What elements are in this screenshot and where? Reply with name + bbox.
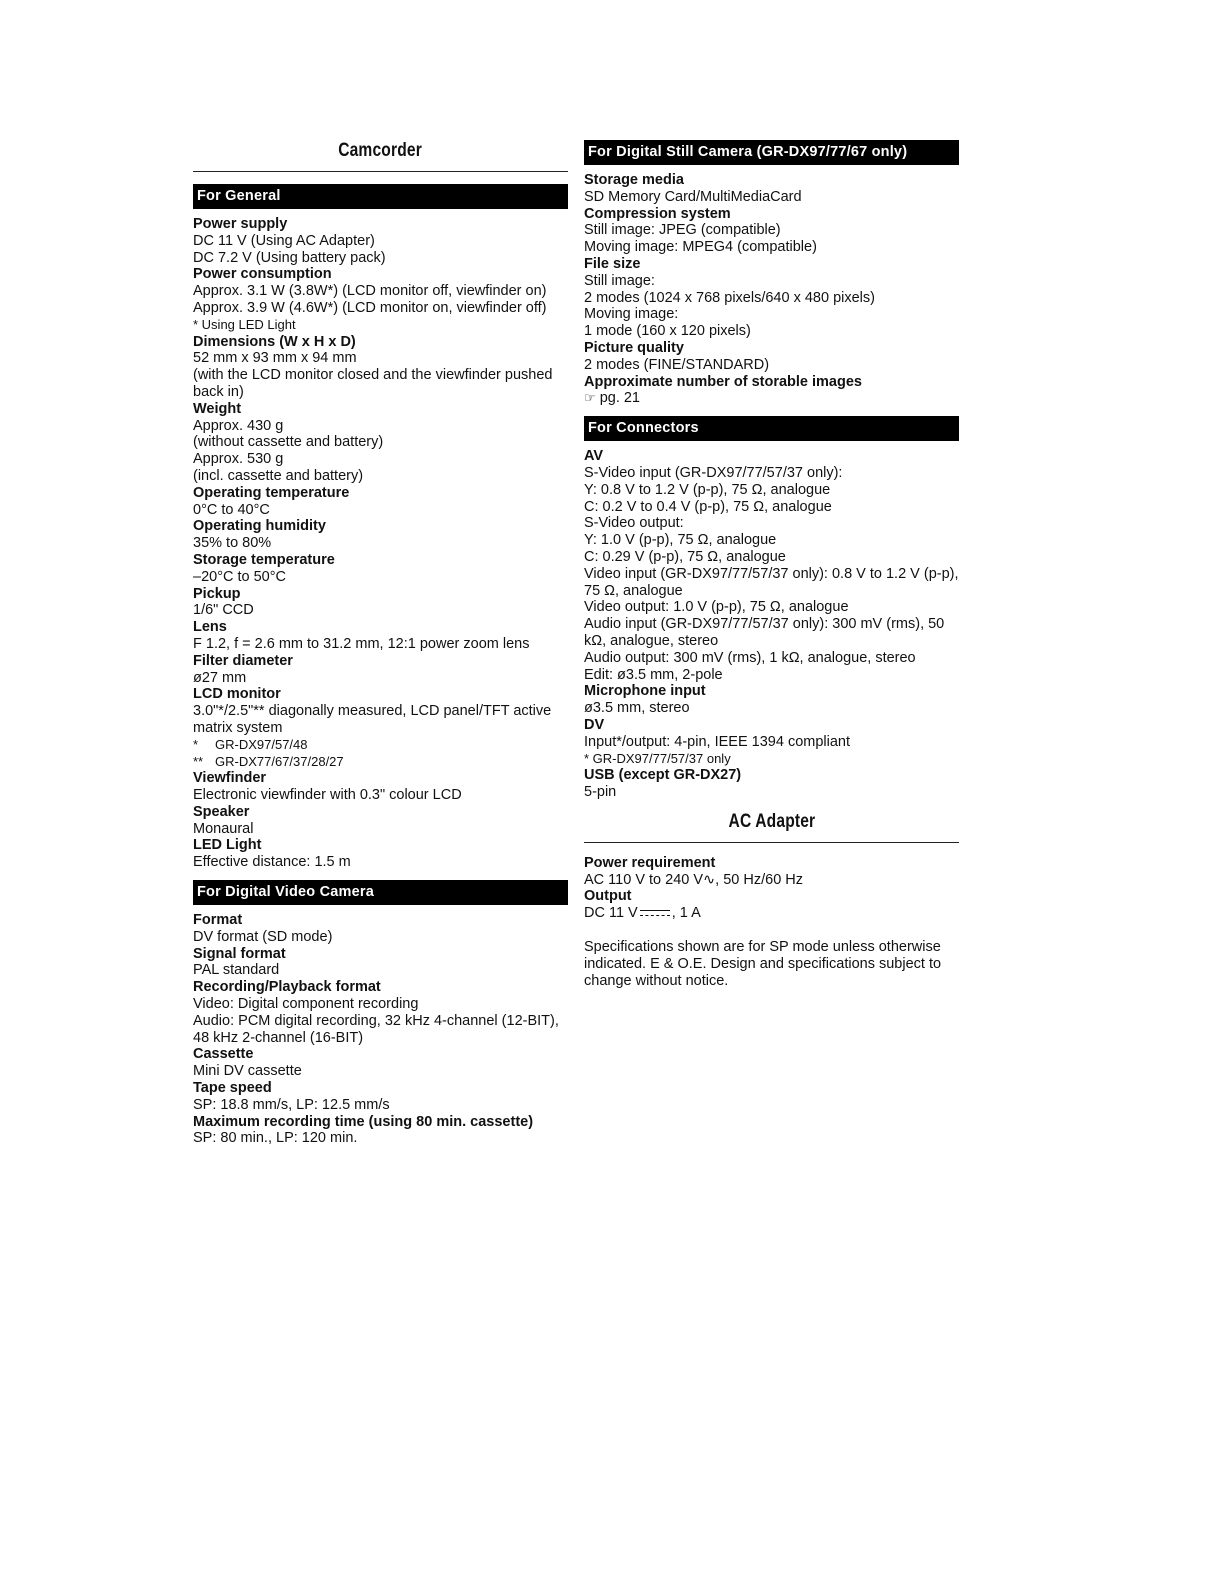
spec-term: Microphone input [584, 683, 706, 700]
spec-value: Y: 1.0 V (p-p), 75 Ω, analogue [584, 532, 777, 549]
spec-term: Weight [193, 400, 242, 417]
spec-value: Moving image: [584, 306, 679, 323]
spec-picture-quality [584, 340, 959, 374]
spec-pickup [193, 586, 568, 620]
spec-operating-temperature [193, 485, 568, 519]
spec-term: Cassette [193, 1046, 254, 1063]
spec-value: SD Memory Card/MultiMediaCard [584, 188, 802, 205]
section-bar-digital-still: For Digital Still Camera (GR-DX97/77/67 only) [584, 140, 959, 165]
spec-value: ø3.5 mm, stereo [584, 700, 690, 717]
spec-cassette [193, 1046, 568, 1080]
spec-value: 1/6" CCD [193, 602, 254, 619]
spec-usb [584, 767, 959, 801]
spec-recording-playback-format [193, 979, 568, 1046]
spec-filter-diameter [193, 653, 568, 687]
footnote-mark: * [193, 736, 199, 752]
spec-value: Approx. 3.9 W (4.6W*) (LCD monitor on, viewfinder off) [193, 299, 547, 316]
ac-adapter-heading [584, 807, 959, 843]
page-reference-hand-icon: ☞ [584, 390, 596, 406]
spec-value: DC 7.2 V (Using battery pack) [193, 249, 386, 266]
spec-value [584, 390, 959, 407]
spec-value: 0°C to 40°C [193, 501, 270, 518]
spec-value: –20°C to 50°C [193, 568, 287, 585]
spec-term: Operating humidity [193, 518, 326, 535]
spec-term: Power consumption [193, 266, 332, 283]
spec-lcd-monitor [193, 686, 568, 770]
section-bar-general: For General [193, 184, 568, 209]
spec-term: Power supply [193, 216, 288, 232]
spec-note: * Using LED Light [193, 316, 296, 332]
camcorder-title: Camcorder [338, 140, 423, 161]
spec-value: S-Video output: [584, 515, 684, 532]
spec-operating-humidity [193, 518, 568, 552]
footnote-mark: ** [193, 753, 204, 769]
spec-value: 52 mm x 93 mm x 94 mm [193, 350, 357, 367]
spec-term: Viewfinder [193, 770, 267, 787]
spec-storage-media [584, 172, 959, 206]
specs-disclaimer: Specifications shown are for SP mode unless otherwise indicated. E & O.E. Design and specifications subject to change without notice. [584, 939, 942, 989]
spec-term: Output [584, 888, 632, 905]
spec-value: 5-pin [584, 784, 617, 801]
section-bar-digital-video: For Digital Video Camera [193, 880, 568, 905]
spec-format [193, 912, 568, 946]
spec-footnote [193, 737, 568, 754]
spec-term: Lens [193, 619, 227, 636]
spec-value: (incl. cassette and battery) [193, 467, 364, 484]
spec-lens [193, 619, 568, 653]
spec-term: Pickup [193, 585, 241, 602]
spec-term: Storage media [584, 172, 684, 188]
ac-adapter-title: AC Adapter [728, 810, 815, 832]
spec-value: AC 110 V to 240 V∿, 50 Hz/60 Hz [584, 871, 804, 888]
spec-dimensions [193, 334, 568, 401]
spec-speaker [193, 804, 568, 838]
spec-term: Maximum recording time (using 80 min. cassette) [193, 1113, 534, 1130]
dc-symbol-icon [640, 909, 670, 918]
spec-value: Still image: JPEG (compatible) [584, 222, 781, 239]
camcorder-heading [193, 136, 568, 172]
spec-term: USB (except GR-DX27) [584, 767, 742, 784]
spec-term: Picture quality [584, 339, 684, 356]
spec-value: C: 0.29 V (p-p), 75 Ω, analogue [584, 548, 786, 565]
spec-power-supply [193, 216, 568, 266]
spec-term: AV [584, 448, 604, 465]
spec-value [584, 905, 959, 922]
spec-term: Format [193, 912, 243, 929]
spec-led-light [193, 837, 568, 871]
spec-value: Audio input (GR-DX97/77/57/37 only): 300 mV (rms), 50 kΩ, analogue, stereo [584, 616, 945, 649]
spec-value: (with the LCD monitor closed and the viewfinder pushed back in) [193, 367, 553, 400]
spec-value: Y: 0.8 V to 1.2 V (p-p), 75 Ω, analogue [584, 481, 831, 498]
spec-dv [584, 717, 959, 767]
spec-tape-speed [193, 1080, 568, 1114]
output-current: , 1 A [671, 905, 701, 922]
spec-viewfinder [193, 770, 568, 804]
spec-power-consumption [193, 266, 568, 333]
spec-value: Still image: [584, 272, 655, 289]
spec-output [584, 888, 959, 922]
spec-term: Operating temperature [193, 484, 350, 501]
spec-value: Video input (GR-DX97/77/57/37 only): 0.8 V to 1.2 V (p-p), 75 Ω, analogue [584, 565, 959, 599]
spec-value: Video: Digital component recording [193, 996, 419, 1013]
spec-value: Audio output: 300 mV (rms), 1 kΩ, analogue, stereo [584, 649, 916, 666]
spec-value: Moving image: MPEG4 (compatible) [584, 239, 817, 256]
spec-value: 35% to 80% [193, 535, 272, 552]
left-column [193, 136, 568, 1147]
spec-value: Electronic viewfinder with 0.3" colour LCD [193, 787, 462, 804]
spec-value: S-Video input (GR-DX97/77/57/37 only): [584, 464, 843, 481]
spec-term: Recording/Playback format [193, 979, 381, 996]
spec-note: * GR-DX97/77/57/37 only [584, 750, 731, 766]
spec-signal-format [193, 946, 568, 980]
spec-term: Filter diameter [193, 652, 293, 669]
spec-value: DV format (SD mode) [193, 928, 333, 945]
spec-term: Signal format [193, 945, 286, 962]
spec-value: ø27 mm [193, 669, 247, 686]
spec-value: 2 modes (1024 x 768 pixels/640 x 480 pixels) [584, 289, 875, 306]
spec-term: Compression system [584, 205, 731, 222]
spec-storage-temperature [193, 552, 568, 586]
spec-term: File size [584, 255, 641, 272]
spec-value: Monaural [193, 820, 254, 837]
spec-value: Input*/output: 4-pin, IEEE 1394 compliant [584, 733, 851, 750]
spec-term: Approximate number of storable images [584, 373, 862, 390]
spec-power-requirement [584, 855, 959, 889]
spec-value: Approx. 3.1 W (3.8W*) (LCD monitor off, viewfinder on) [193, 283, 547, 300]
page-reference: pg. 21 [599, 390, 641, 407]
spec-term: LED Light [193, 837, 262, 854]
spec-term: Speaker [193, 803, 250, 820]
spec-value: SP: 18.8 mm/s, LP: 12.5 mm/s [193, 1096, 390, 1113]
spec-value: Video output: 1.0 V (p-p), 75 Ω, analogue [584, 599, 849, 616]
footnote-text: GR-DX97/57/48 [215, 736, 308, 752]
spec-value: Approx. 530 g [193, 451, 284, 468]
spec-microphone-input [584, 683, 959, 717]
spec-value: Effective distance: 1.5 m [193, 854, 351, 871]
spec-term: Storage temperature [193, 551, 335, 568]
spec-term: Tape speed [193, 1080, 272, 1097]
spec-footnote [193, 754, 568, 771]
spec-compression-system [584, 206, 959, 256]
spec-value: F 1.2, f = 2.6 mm to 31.2 mm, 12:1 power zoom lens [193, 635, 530, 652]
spec-av [584, 448, 959, 683]
footnote-text: GR-DX77/67/37/28/27 [215, 753, 344, 769]
spec-value: Approx. 430 g [193, 417, 284, 434]
spec-value: C: 0.2 V to 0.4 V (p-p), 75 Ω, analogue [584, 498, 832, 515]
spec-value: DC 11 V (Using AC Adapter) [193, 232, 375, 249]
spec-max-recording-time [193, 1114, 568, 1148]
spec-term: DV [584, 716, 605, 733]
spec-value: PAL standard [193, 962, 280, 979]
spec-value: SP: 80 min., LP: 120 min. [193, 1130, 358, 1147]
spec-value: Audio: PCM digital recording, 32 kHz 4-channel (12-BIT), 48 kHz 2-channel (16-BIT) [193, 1012, 559, 1046]
spec-value: Edit: ø3.5 mm, 2-pole [584, 666, 723, 683]
section-bar-connectors: For Connectors [584, 416, 959, 441]
output-voltage: DC 11 V [584, 905, 638, 922]
spec-value: Mini DV cassette [193, 1063, 302, 1080]
spec-term: Power requirement [584, 854, 716, 871]
spec-value: 2 modes (FINE/STANDARD) [584, 356, 770, 373]
spec-value: 3.0"*/2.5"** diagonally measured, LCD panel/TFT active matrix system [193, 703, 552, 736]
spec-value: (without cassette and battery) [193, 434, 384, 451]
spec-term: LCD monitor [193, 686, 281, 703]
spec-storable-images [584, 374, 959, 408]
spec-weight [193, 401, 568, 485]
spec-file-size [584, 256, 959, 340]
spec-value: 1 mode (160 x 120 pixels) [584, 323, 751, 340]
spec-term: Dimensions (W x H x D) [193, 333, 356, 350]
right-column [584, 136, 959, 989]
